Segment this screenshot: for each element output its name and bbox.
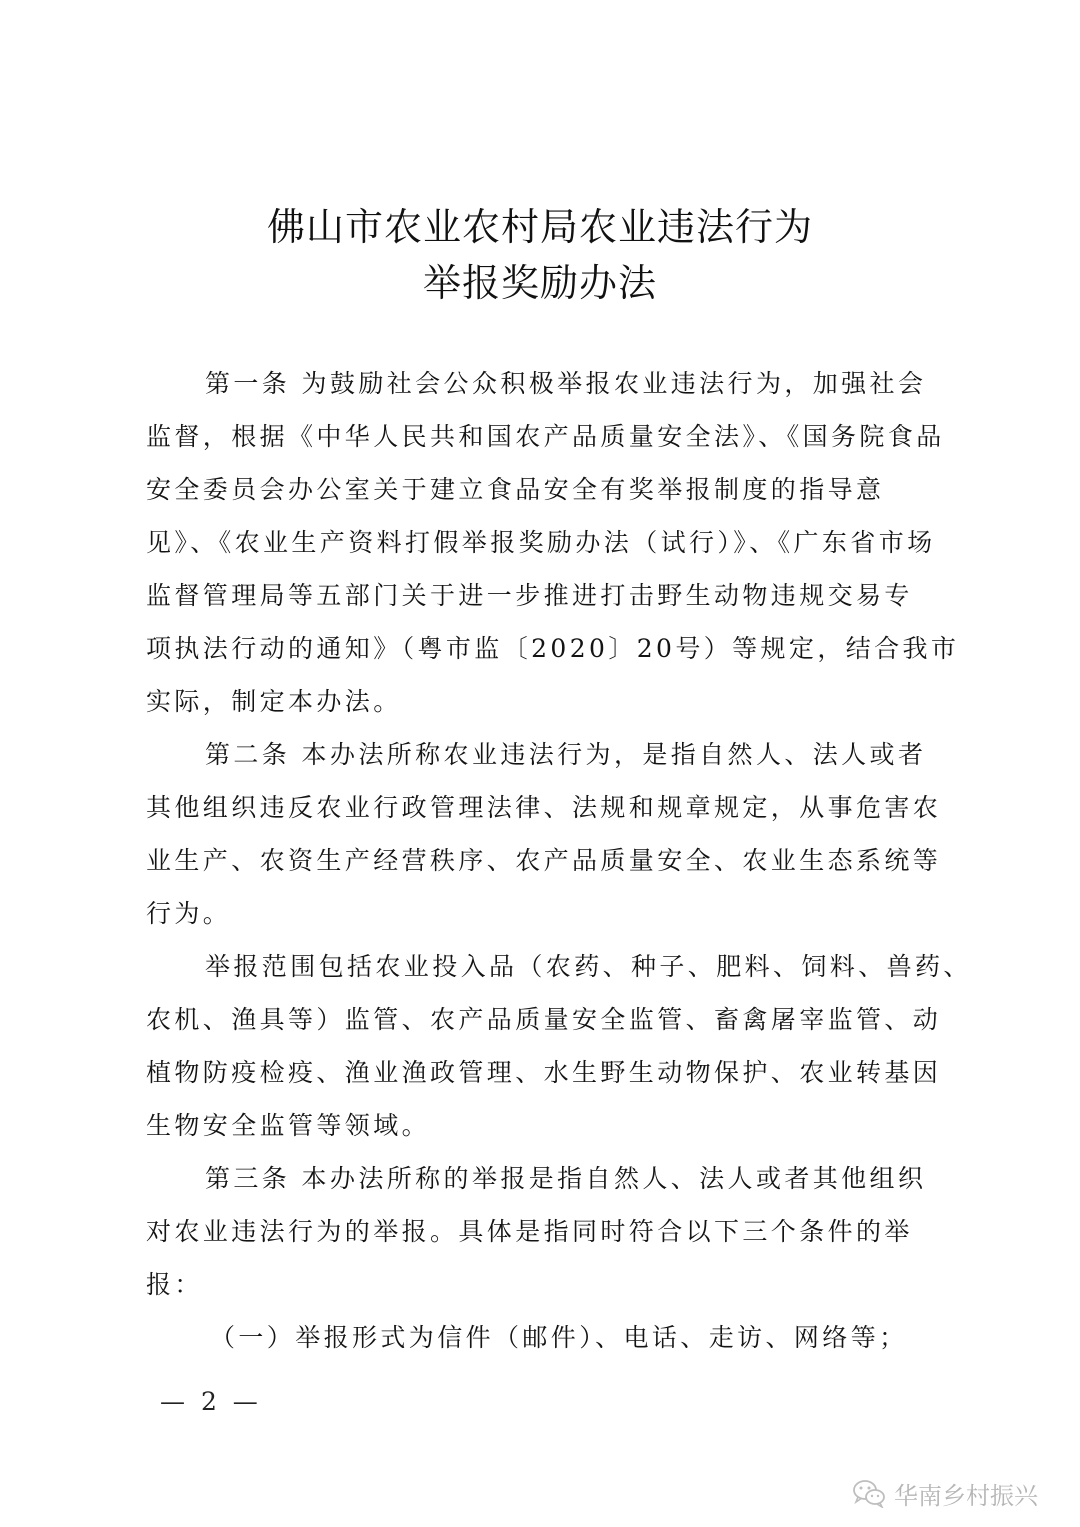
article-1-line: 第一条 为鼓励社会公众积极举报农业违法行为，加强社会 [205, 369, 927, 398]
wechat-icon [852, 1478, 886, 1508]
page-number: — 2 — [160, 1387, 262, 1416]
article-1-line: 安全委员会办公室关于建立食品安全有奖举报制度的指导意 [146, 475, 885, 504]
watermark [852, 1476, 1038, 1510]
article-1-line: 见》、《农业生产资料打假举报奖励办法（试行）》、《广东省市场 [146, 528, 936, 557]
article-1-line: 实际，制定本办法。 [146, 687, 402, 716]
scope-paragraph-line: 生物安全监管等领域。 [146, 1111, 431, 1140]
article-2-line: 业生产、农资生产经营秩序、农产品质量安全、农业生态系统等 [146, 846, 942, 875]
document-title-line-1: 佛山市农业农村局农业违法行为 [266, 205, 813, 249]
article-1-line: 监督管理局等五部门关于进一步推进打击野生动物违规交易专 [146, 581, 913, 610]
document-title-line-2: 举报奖励办法 [422, 261, 657, 305]
article-3-line: 第三条 本办法所称的举报是指自然人、法人或者其他组织 [205, 1164, 927, 1193]
article-2-line: 第二条 本办法所称农业违法行为，是指自然人、法人或者 [205, 740, 927, 769]
watermark-text: 华南乡村振兴 [894, 1481, 1038, 1510]
article-3-line: 对农业违法行为的举报。具体是指同时符合以下三个条件的举 [146, 1217, 913, 1246]
article-2-line: 行为。 [146, 899, 232, 928]
article-1-line: 项执法行动的通知》（粤市监〔2020〕20号）等规定，结合我市 [146, 634, 960, 663]
article-1-line: 监督，根据《中华人民共和国农产品质量安全法》、《国务院食品 [146, 422, 945, 451]
article-2-line: 其他组织违反农业行政管理法律、法规和规章规定，从事危害农 [146, 793, 942, 822]
scope-paragraph-line: 举报范围包括农业投入品（农药、种子、肥料、饲料、兽药、 [205, 952, 972, 981]
scope-paragraph-line: 农机、渔具等）监管、农产品质量安全监管、畜禽屠宰监管、动 [146, 1005, 942, 1034]
scope-paragraph-line: 植物防疫检疫、渔业渔政管理、水生野生动物保护、农业转基因 [146, 1058, 942, 1087]
condition-item-1: （一）举报形式为信件（邮件）、电话、走访、网络等； [210, 1323, 908, 1352]
article-3-line: 报： [146, 1270, 203, 1299]
